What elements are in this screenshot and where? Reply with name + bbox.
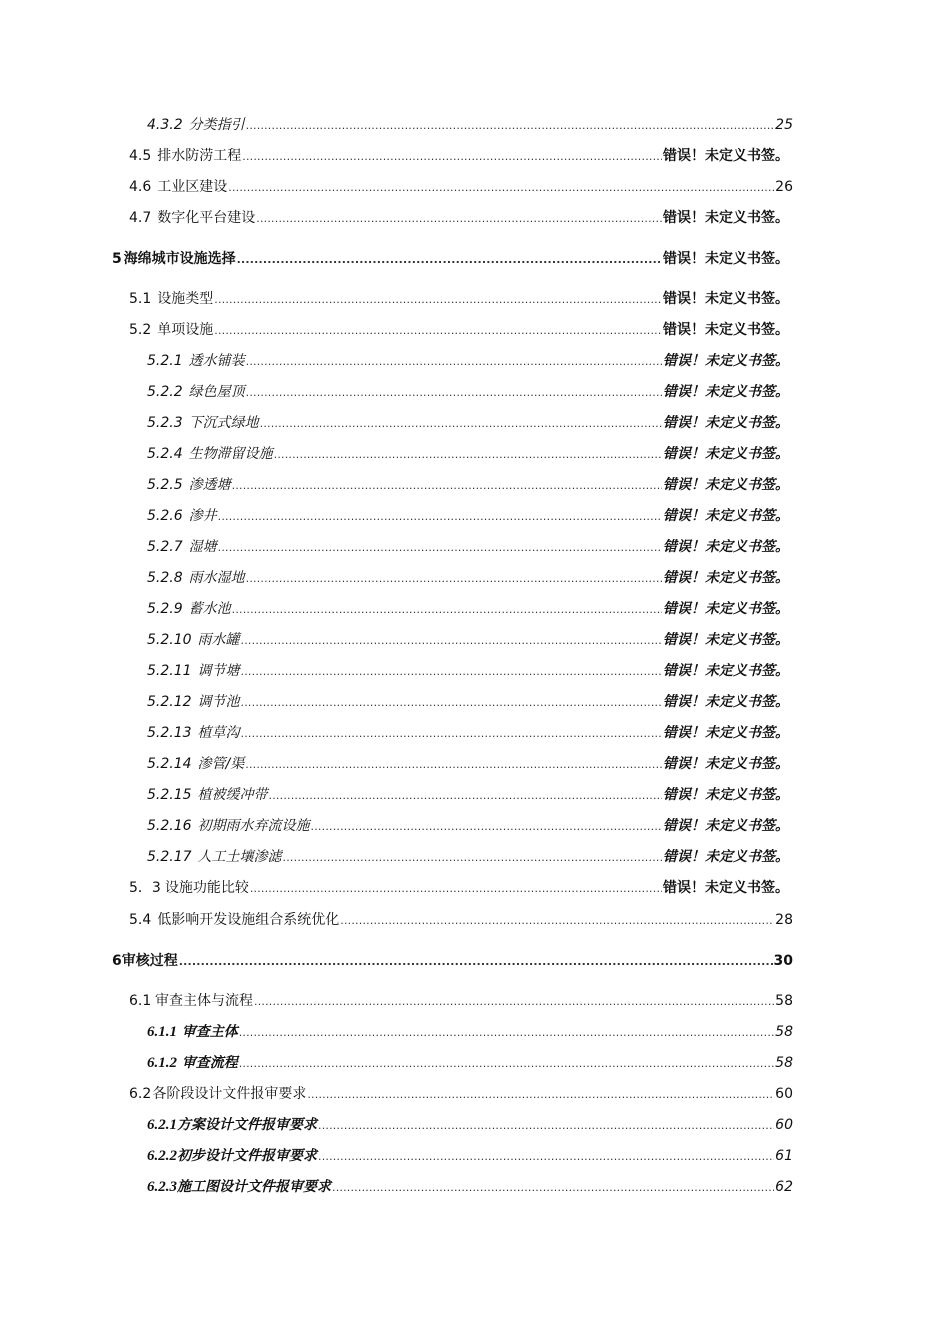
toc-entry[interactable] <box>147 568 789 589</box>
toc-entry-page: 错误！未定义书签。 <box>663 756 789 772</box>
toc-entry-title: 审查主体 <box>181 1024 238 1040</box>
toc-entry[interactable] <box>129 146 789 167</box>
toc-entry-number: 5 <box>112 251 122 267</box>
toc-entry-number: 6.2.1 <box>147 1117 177 1133</box>
toc-entry-title: 下沉式绿地 <box>188 415 259 431</box>
toc-entry-page: 错误！未定义书签。 <box>663 148 789 164</box>
toc-entry-page: 60 <box>775 1086 793 1102</box>
toc-entry[interactable] <box>129 177 793 198</box>
toc-entry-title: 湿塘 <box>188 539 217 555</box>
toc-entry-number: 5.2.9 <box>147 601 183 617</box>
toc-dot-leader <box>318 1116 774 1136</box>
toc-entry-page: 错误！未定义书签。 <box>663 663 789 679</box>
toc-entry-number: 6.2 <box>129 1086 152 1102</box>
toc-entry-number: 5.2.7 <box>147 539 183 555</box>
toc-entry-number: 5.2.2 <box>147 384 183 400</box>
toc-entry-page: 58 <box>775 993 793 1009</box>
toc-entry-page: 错误！未定义书签。 <box>663 849 789 865</box>
toc-entry-title: 雨水湿地 <box>188 570 245 586</box>
toc-entry[interactable] <box>147 816 789 837</box>
toc-dot-leader <box>218 538 662 558</box>
toc-dot-leader <box>318 1147 774 1167</box>
toc-entry-page: 错误！未定义书签。 <box>663 601 789 617</box>
toc-dot-leader <box>246 383 662 403</box>
toc-dot-leader <box>228 178 774 198</box>
toc-entry-title: 植被缓冲带 <box>197 787 268 803</box>
toc-entry-title: 调节塘 <box>197 663 240 679</box>
toc-dot-leader <box>340 911 774 931</box>
toc-dot-leader <box>246 352 662 372</box>
toc-dot-leader <box>218 507 662 527</box>
toc-entry[interactable] <box>147 599 789 620</box>
toc-entry-page: 错误！未定义书签。 <box>663 251 789 267</box>
toc-entry-number: 5.2.1 <box>147 353 183 369</box>
toc-dot-leader <box>241 693 662 713</box>
toc-entry-title: 初期雨水弃流设施 <box>197 818 310 834</box>
toc-entry[interactable] <box>147 1177 793 1198</box>
toc-entry-page: 错误！未定义书签。 <box>663 632 789 648</box>
toc-entry-title: 数字化平台建设 <box>157 210 256 226</box>
toc-entry-page: 62 <box>775 1179 793 1195</box>
toc-entry[interactable] <box>147 1022 793 1043</box>
toc-entry-page: 错误！未定义书签。 <box>663 415 789 431</box>
toc-entry-page: 30 <box>773 953 793 969</box>
toc-entry-number: 6.2.3 <box>147 1179 177 1195</box>
toc-entry[interactable] <box>147 537 789 558</box>
toc-dot-leader <box>246 569 662 589</box>
toc-entry-number: 5.2.6 <box>147 508 183 524</box>
toc-entry-page: 26 <box>775 179 793 195</box>
toc-entry-page: 58 <box>775 1024 793 1040</box>
toc-entry-page: 错误！未定义书签。 <box>663 384 789 400</box>
toc-entry-title: 初步设计文件报审要求 <box>177 1148 317 1164</box>
toc-entry-number: 5.1 <box>129 291 152 307</box>
toc-dot-leader <box>332 1178 774 1198</box>
toc-entry-title: 雨水罐 <box>197 632 240 648</box>
toc-dot-leader <box>214 290 662 310</box>
toc-entry-title: 方案设计文件报审要求 <box>177 1117 317 1133</box>
toc-entry[interactable] <box>147 1146 793 1167</box>
toc-entry-number: 6.1 <box>129 993 152 1009</box>
toc-entry-page: 错误！未定义书签。 <box>663 477 789 493</box>
toc-entry-number: 5.2.14 <box>147 756 192 772</box>
toc-entry-page: 错误！未定义书签。 <box>663 210 789 226</box>
toc-entry[interactable] <box>147 1115 793 1136</box>
toc-entry-title: 低影响开发设施组合系统优化 <box>157 912 340 928</box>
toc-entry-title: 审查主体与流程 <box>155 993 254 1009</box>
toc-entry-number: 5.4 <box>129 912 152 928</box>
toc-entry[interactable] <box>147 413 789 434</box>
toc-entry-title: 蓄水池 <box>188 601 231 617</box>
toc-entry-number: 5.2.8 <box>147 570 183 586</box>
toc-entry-page: 28 <box>775 912 793 928</box>
toc-entry-title: 植草沟 <box>197 725 240 741</box>
toc-entry-number: 4.3.2 <box>147 117 183 133</box>
toc-dot-leader <box>246 116 775 136</box>
toc-entry[interactable] <box>147 754 789 775</box>
toc-entry[interactable] <box>129 991 793 1012</box>
toc-dot-leader <box>311 817 662 837</box>
toc-entry-number: 5.2.10 <box>147 632 192 648</box>
toc-entry-title: 各阶段设计文件报审要求 <box>152 1086 307 1102</box>
toc-entry-number: 6 <box>112 953 122 969</box>
toc-entry-number: 5.2.16 <box>147 818 192 834</box>
toc-dot-leader <box>242 147 662 167</box>
toc-entry-page: 61 <box>775 1148 793 1164</box>
toc-entry-number: 4.7 <box>129 210 152 226</box>
toc-entry-number: 6.2.2 <box>147 1148 177 1164</box>
toc-dot-leader <box>241 724 662 744</box>
toc-dot-leader <box>283 848 662 868</box>
toc-entry-title: 审核过程 <box>121 953 178 969</box>
toc-dot-leader <box>241 631 662 651</box>
toc-entry[interactable] <box>129 289 789 310</box>
toc-entry-number: 5.2.17 <box>147 849 192 865</box>
toc-entry-page: 错误！未定义书签。 <box>663 880 789 896</box>
toc-entry-title: 调节池 <box>197 694 240 710</box>
toc-entry-number: 5.2.13 <box>147 725 192 741</box>
toc-entry-title: 绿色屋顶 <box>188 384 245 400</box>
toc-entry-title: 设施类型 <box>157 291 214 307</box>
toc-entry-page: 错误！未定义书签。 <box>663 570 789 586</box>
toc-entry-number: 6.1.1 <box>147 1024 177 1040</box>
toc-entry-number: 5.2.4 <box>147 446 183 462</box>
toc-entry-number: 5.2.12 <box>147 694 192 710</box>
toc-entry-title: 设施功能比较 <box>164 880 249 896</box>
toc-dot-leader <box>274 445 662 465</box>
toc-dot-leader <box>256 209 662 229</box>
toc-entry-title: 生物滞留设施 <box>188 446 273 462</box>
toc-dot-leader <box>260 414 662 434</box>
toc-entry-page: 错误！未定义书签。 <box>663 694 789 710</box>
toc-entry-title: 分类指引 <box>188 117 245 133</box>
toc-dot-leader <box>250 879 662 899</box>
toc-dot-leader <box>307 1085 774 1105</box>
toc-entry-number: 6.1.2 <box>147 1055 177 1071</box>
toc-entry-page: 错误！未定义书签。 <box>663 291 789 307</box>
toc-entry-page: 错误！未定义书签。 <box>663 508 789 524</box>
toc-entry-page: 错误！未定义书签。 <box>663 322 789 338</box>
toc-entry-number: 4.6 <box>129 179 152 195</box>
toc-entry[interactable] <box>147 475 789 496</box>
toc-entry[interactable] <box>129 320 789 341</box>
toc-dot-leader <box>239 1023 774 1043</box>
toc-entry-number: 5.2.5 <box>147 477 183 493</box>
toc-entry-title: 施工图设计文件报审要求 <box>177 1179 331 1195</box>
toc-entry-number: 5．3 <box>129 880 161 896</box>
toc-entry[interactable] <box>129 1084 793 1105</box>
toc-entry[interactable] <box>147 785 789 806</box>
toc-entry[interactable] <box>147 1053 793 1074</box>
toc-entry[interactable] <box>147 506 789 527</box>
toc-entry[interactable] <box>129 208 789 229</box>
toc-dot-leader <box>237 250 662 270</box>
toc-entry-title: 渗透塘 <box>188 477 231 493</box>
toc-dot-leader <box>254 992 774 1012</box>
toc-entry-page: 60 <box>775 1117 793 1133</box>
toc-entry[interactable] <box>147 661 789 682</box>
toc-entry-page: 58 <box>775 1055 793 1071</box>
toc-entry[interactable] <box>147 630 789 651</box>
toc-entry-title: 审查流程 <box>181 1055 238 1071</box>
toc-entry[interactable] <box>147 115 793 136</box>
toc-dot-leader <box>232 600 662 620</box>
toc-entry-number: 5.2.15 <box>147 787 192 803</box>
toc-entry[interactable] <box>147 723 789 744</box>
toc-entry-title: 排水防涝工程 <box>157 148 242 164</box>
toc-entry[interactable] <box>129 910 793 931</box>
toc-entry-title: 单项设施 <box>157 322 214 338</box>
toc-entry-title: 海绵城市设施选择 <box>123 251 236 267</box>
toc-dot-leader <box>241 662 662 682</box>
toc-chapter-entry[interactable] <box>112 249 789 270</box>
toc-entry-page: 错误！未定义书签。 <box>663 539 789 555</box>
toc-entry-page: 错误！未定义书签。 <box>663 818 789 834</box>
toc-dot-leader <box>214 321 662 341</box>
toc-entry-page: 25 <box>775 117 793 133</box>
toc-entry[interactable] <box>147 444 789 465</box>
toc-entry-title: 渗管/渠 <box>197 756 245 772</box>
toc-entry-number: 5.2.3 <box>147 415 183 431</box>
toc-entry-title: 人工土壤渗滤 <box>197 849 282 865</box>
toc-chapter-entry[interactable] <box>112 951 793 972</box>
toc-dot-leader <box>269 786 662 806</box>
toc-entry[interactable] <box>147 382 789 403</box>
toc-entry-page: 错误！未定义书签。 <box>663 725 789 741</box>
toc-entry[interactable] <box>147 351 789 372</box>
toc-entry-number: 5.2.11 <box>147 663 192 679</box>
toc-dot-leader <box>232 476 662 496</box>
toc-entry[interactable] <box>129 878 789 899</box>
toc-entry-page: 错误！未定义书签。 <box>663 446 789 462</box>
toc-entry-title: 工业区建设 <box>157 179 228 195</box>
toc-entry[interactable] <box>147 692 789 713</box>
toc-entry-page: 错误！未定义书签。 <box>663 787 789 803</box>
toc-dot-leader <box>239 1054 774 1074</box>
toc-entry-number: 4.5 <box>129 148 152 164</box>
toc-entry-title: 渗井 <box>188 508 217 524</box>
toc-entry-title: 透水铺装 <box>188 353 245 369</box>
toc-dot-leader <box>245 755 662 775</box>
toc-dot-leader <box>179 952 773 972</box>
toc-entry-page: 错误！未定义书签。 <box>663 353 789 369</box>
toc-entry-number: 5.2 <box>129 322 152 338</box>
toc-entry[interactable] <box>147 847 789 868</box>
